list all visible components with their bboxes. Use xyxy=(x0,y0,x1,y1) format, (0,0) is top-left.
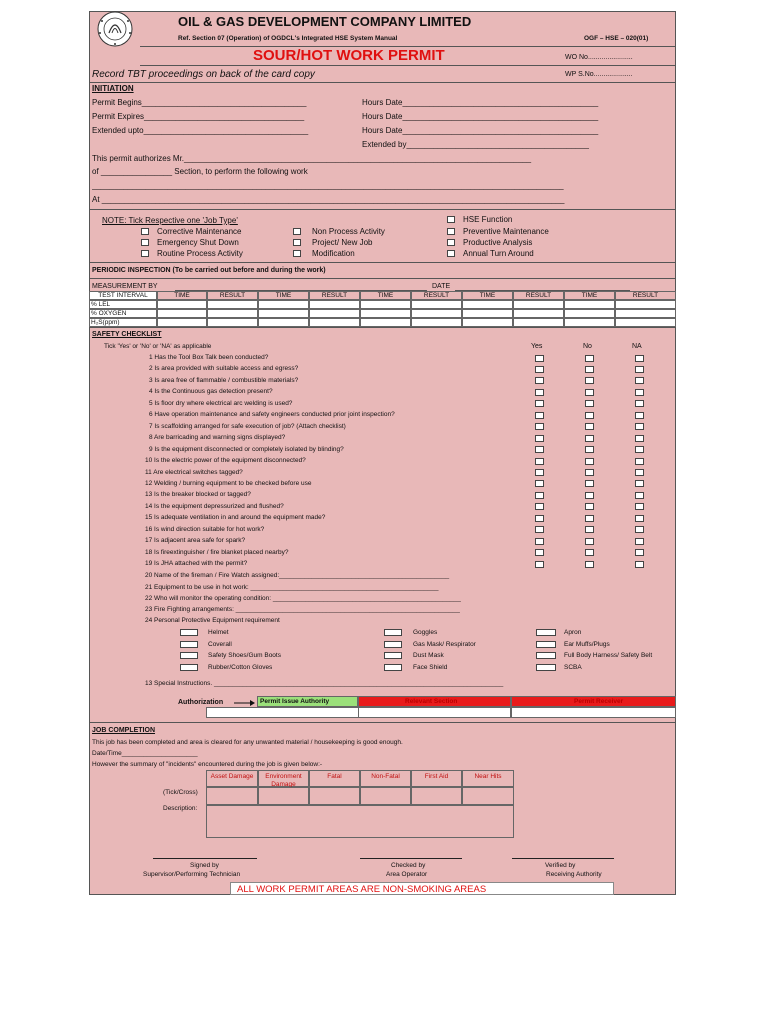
periodic-value-cell[interactable] xyxy=(258,300,309,309)
checklist-na-checkbox[interactable] xyxy=(635,355,644,362)
periodic-value-cell[interactable] xyxy=(411,300,462,309)
ppe-checkbox[interactable] xyxy=(384,664,402,671)
incident-header-cell: Asset Damage xyxy=(206,770,258,787)
relevant-section-header: Relevant Section xyxy=(358,696,511,707)
special-instructions-field[interactable]: 13 Special Instructions. ________________________________________________________________________________ xyxy=(145,680,504,687)
periodic-value-cell[interactable] xyxy=(564,318,615,327)
periodic-heading: PERIODIC INSPECTION (To be carried out before and during the work) xyxy=(92,267,326,274)
checkbox-productive[interactable] xyxy=(447,239,455,246)
job-type-label: Routine Process Activity xyxy=(157,249,243,258)
checklist-item: 4 Is the Continuous gas detection present? xyxy=(149,388,273,396)
ppe-label: Coverall xyxy=(208,640,232,648)
periodic-value-cell[interactable] xyxy=(564,300,615,309)
ppe-label: Ear Muffs/Plugs xyxy=(564,640,610,648)
periodic-value-cell[interactable] xyxy=(513,309,564,318)
checklist-na-checkbox[interactable] xyxy=(635,423,644,430)
checklist-na-checkbox[interactable] xyxy=(635,469,644,476)
checklist-no-checkbox[interactable] xyxy=(585,480,594,487)
date-label: DATE xyxy=(432,283,451,290)
yes-column-label: Yes xyxy=(531,343,543,350)
periodic-header-cell: RESULT xyxy=(207,291,258,300)
periodic-value-cell[interactable] xyxy=(157,318,207,327)
checklist-na-checkbox[interactable] xyxy=(635,366,644,373)
periodic-header-cell: TIME xyxy=(462,291,513,300)
checklist-no-checkbox[interactable] xyxy=(585,377,594,384)
checklist-item: 12 Welding / burning equipment to be checked before use xyxy=(145,479,312,487)
checklist-no-checkbox[interactable] xyxy=(585,526,594,533)
ppe-checkbox[interactable] xyxy=(180,641,198,648)
incident-tick-cell[interactable] xyxy=(309,787,360,805)
periodic-row-label: % LEL xyxy=(89,300,157,309)
ppe-checkbox[interactable] xyxy=(384,629,402,636)
checklist-no-checkbox[interactable] xyxy=(585,515,594,522)
location-field[interactable]: At ________________________________________________________________________________________________________ xyxy=(92,195,565,204)
checkbox-routine[interactable] xyxy=(141,250,149,257)
checklist-item: 13 Is the breaker blocked or tagged? xyxy=(145,491,251,499)
periodic-value-cell[interactable] xyxy=(462,309,513,318)
periodic-value-cell[interactable] xyxy=(615,318,676,327)
description-label: Description: xyxy=(163,805,198,812)
checklist-na-checkbox[interactable] xyxy=(635,480,644,487)
incident-header-cell: Near Hits xyxy=(462,770,514,787)
checklist-item: 14 Is the equipment depressurized and flushed? xyxy=(145,502,284,510)
checkbox-non-process[interactable] xyxy=(293,228,301,235)
periodic-header-cell: TIME xyxy=(258,291,309,300)
ppe-checkbox[interactable] xyxy=(536,641,556,648)
checkbox-emergency[interactable] xyxy=(141,239,149,246)
periodic-header-cell: TIME xyxy=(564,291,615,300)
periodic-value-cell[interactable] xyxy=(207,309,258,318)
checklist-yes-checkbox[interactable] xyxy=(535,458,544,465)
periodic-value-cell[interactable] xyxy=(207,318,258,327)
incident-tick-cell[interactable] xyxy=(411,787,462,805)
equipment-field[interactable]: 21 Equipment to be use in hot work: ____________________________________________________ xyxy=(145,584,439,591)
periodic-value-cell[interactable] xyxy=(411,318,462,327)
ppe-label: Safety Shoes/Gum Boots xyxy=(208,652,281,659)
permit-begins-field[interactable]: Permit Begins_____________________________________ xyxy=(92,98,307,107)
wo-number: WO No....................... xyxy=(565,54,633,61)
checklist-no-checkbox[interactable] xyxy=(585,400,594,407)
hours-date-field-2[interactable]: Hours Date____________________________________________ xyxy=(362,112,599,121)
permit-issue-authority-header: Permit Issue Authority xyxy=(257,696,358,707)
periodic-value-cell[interactable] xyxy=(207,300,258,309)
checklist-yes-checkbox[interactable] xyxy=(535,503,544,510)
checklist-na-checkbox[interactable] xyxy=(635,412,644,419)
checklist-yes-checkbox[interactable] xyxy=(535,412,544,419)
checklist-item: 10 Is the electric power of the equipment disconnected? xyxy=(145,457,306,465)
wp-number: WP S.No.................... xyxy=(565,71,633,78)
checklist-yes-checkbox[interactable] xyxy=(535,377,544,384)
periodic-value-cell[interactable] xyxy=(513,318,564,327)
ogdcl-logo xyxy=(90,11,140,47)
ppe-checkbox[interactable] xyxy=(180,652,198,659)
checklist-item: 7 Is scaffolding arranged for safe execution of job? (Attach checklist) xyxy=(149,422,346,430)
job-type-label: Productive Analysis xyxy=(463,238,533,247)
checked-by-label: Checked by xyxy=(391,862,426,869)
job-type-note: NOTE: Tick Respective one 'Job Type' xyxy=(102,216,238,225)
checklist-na-checkbox[interactable] xyxy=(635,515,644,522)
checklist-item: 5 Is floor dry where electrical arc welding is used? xyxy=(149,399,293,407)
initiation-heading: INITIATION xyxy=(92,84,134,93)
ppe-label: Face Shield xyxy=(413,663,448,671)
checklist-yes-checkbox[interactable] xyxy=(535,515,544,522)
checklist-yes-checkbox[interactable] xyxy=(535,480,544,487)
checklist-na-checkbox[interactable] xyxy=(635,458,644,465)
ppe-label: Rubber/Cotton Gloves xyxy=(208,663,273,671)
checklist-no-checkbox[interactable] xyxy=(585,458,594,465)
na-column-label: NA xyxy=(632,343,642,350)
ppe-checkbox[interactable] xyxy=(536,664,556,671)
checklist-yes-checkbox[interactable] xyxy=(535,355,544,362)
ppe-heading: 24 Personal Protective Equipment requirement xyxy=(145,617,280,624)
checklist-no-checkbox[interactable] xyxy=(585,446,594,453)
checklist-yes-checkbox[interactable] xyxy=(535,366,544,373)
company-name: OIL & GAS DEVELOPMENT COMPANY LIMITED xyxy=(178,14,472,29)
section-field[interactable]: of ________________ Section, to perform the following work xyxy=(92,167,308,176)
checklist-item: 9 Is the equipment disconnected or completely isolated by blinding? xyxy=(149,445,344,453)
checklist-yes-checkbox[interactable] xyxy=(535,423,544,430)
tick-cross-label: (Tick/Cross) xyxy=(163,789,198,796)
job-type-label: Annual Turn Around xyxy=(463,249,534,258)
checklist-item: 11 Are electrical switches tagged? xyxy=(145,468,243,476)
incident-tick-cell[interactable] xyxy=(462,787,514,805)
checklist-yes-checkbox[interactable] xyxy=(535,538,544,545)
checklist-yes-checkbox[interactable] xyxy=(535,446,544,453)
description-cell[interactable] xyxy=(206,805,514,838)
periodic-header-cell: RESULT xyxy=(513,291,564,300)
incident-header-cell: First Aid xyxy=(411,770,462,787)
extended-upto-field[interactable]: Extended upto_____________________________________ xyxy=(92,126,309,135)
fireman-field[interactable]: 20 Name of the fireman / Fire Watch assigned:_______________________________________________ xyxy=(145,572,450,579)
checklist-no-checkbox[interactable] xyxy=(585,412,594,419)
periodic-value-cell[interactable] xyxy=(258,318,309,327)
incident-header-cell: Fatal xyxy=(309,770,360,787)
completion-statement: This job has been completed and area is cleared for any unwanted material / housekeeping is good enough. xyxy=(92,739,403,746)
permit-title: SOUR/HOT WORK PERMIT xyxy=(253,47,445,64)
periodic-header-cell: TIME xyxy=(157,291,207,300)
incident-header-cell: Non-Fatal xyxy=(360,770,411,787)
authorizes-field[interactable]: This permit authorizes Mr.______________________________________________________________________________ xyxy=(92,154,532,163)
job-completion-heading: JOB COMPLETION xyxy=(92,727,156,734)
checklist-yes-checkbox[interactable] xyxy=(535,400,544,407)
incident-summary-text: However the summary of "incidents" encountered during the job is given below:- xyxy=(92,761,323,768)
checklist-yes-checkbox[interactable] xyxy=(535,492,544,499)
checklist-item: 6 Have operation maintenance and safety engineers conducted prior joint inspection? xyxy=(149,411,395,419)
checklist-na-checkbox[interactable] xyxy=(635,538,644,545)
incident-header-cell: Environment Damage xyxy=(258,770,309,787)
firefighting-field[interactable]: 23 Fire Fighting arrangements: ______________________________________________________________ xyxy=(145,606,460,613)
checkbox-corrective[interactable] xyxy=(141,228,149,235)
verified-by-label: Verified by xyxy=(545,862,576,869)
periodic-row-label: H₂S(ppm) xyxy=(89,318,157,327)
incident-table xyxy=(206,770,514,838)
checklist-no-checkbox[interactable] xyxy=(585,435,594,442)
checklist-item: 1 Has the Tool Box Talk been conducted? xyxy=(149,354,269,361)
checkbox-preventive[interactable] xyxy=(447,228,455,235)
checkbox-turnaround[interactable] xyxy=(447,250,455,257)
checklist-na-checkbox[interactable] xyxy=(635,503,644,510)
supervisor-label: Supervisor/Performing Technician xyxy=(143,871,241,878)
checklist-no-checkbox[interactable] xyxy=(585,366,594,373)
ppe-label: Apron xyxy=(564,629,582,636)
checklist-na-checkbox[interactable] xyxy=(635,492,644,499)
ppe-checkbox[interactable] xyxy=(536,629,556,636)
ppe-checkbox[interactable] xyxy=(536,652,556,659)
checklist-yes-checkbox[interactable] xyxy=(535,389,544,396)
periodic-value-cell[interactable] xyxy=(309,309,360,318)
periodic-value-cell[interactable] xyxy=(360,300,411,309)
periodic-header-cell: RESULT xyxy=(615,291,676,300)
safety-instruction: Tick 'Yes' or 'No' or 'NA' as applicable xyxy=(104,343,212,350)
checklist-no-checkbox[interactable] xyxy=(585,469,594,476)
periodic-value-cell[interactable] xyxy=(309,300,360,309)
ppe-checkbox[interactable] xyxy=(384,652,402,659)
completion-datetime-field[interactable]: Date/Time_____________________ xyxy=(92,750,198,757)
periodic-header-cell: RESULT xyxy=(309,291,360,300)
area-operator-label: Area Operator xyxy=(386,871,428,878)
ppe-label: Helmet xyxy=(208,629,229,636)
hours-date-field-1[interactable]: Hours Date____________________________________________ xyxy=(362,98,599,107)
job-type-label: Preventive Maintenance xyxy=(463,227,549,236)
ppe-checkbox[interactable] xyxy=(180,664,198,671)
checklist-item: 8 Are barricading and warning signs displayed? xyxy=(149,434,286,442)
checklist-na-checkbox[interactable] xyxy=(635,526,644,533)
measurement-by-label: MEASUREMENT BY xyxy=(92,283,158,290)
periodic-value-cell[interactable] xyxy=(615,309,676,318)
periodic-inspection-table xyxy=(89,291,676,326)
checklist-no-checkbox[interactable] xyxy=(585,503,594,510)
manual-reference: Ref. Section 07 (Operation) of OGDCL's Integrated HSE System Manual xyxy=(178,35,398,42)
permit-receiver-header: Permit Receiver xyxy=(511,696,676,707)
checkbox-hse[interactable] xyxy=(447,216,455,223)
periodic-value-cell[interactable] xyxy=(258,309,309,318)
periodic-value-cell[interactable] xyxy=(309,318,360,327)
ppe-checkbox[interactable] xyxy=(384,641,402,648)
ppe-label: SCBA xyxy=(564,663,582,671)
checkbox-project[interactable] xyxy=(293,239,301,246)
checklist-yes-checkbox[interactable] xyxy=(535,435,544,442)
job-type-label: Non Process Activity xyxy=(312,227,385,236)
checklist-na-checkbox[interactable] xyxy=(635,446,644,453)
checklist-item: 18 Is fireextinguisher / fire blanket placed nearby? xyxy=(145,548,289,556)
permit-expires-field[interactable]: Permit Expires____________________________________ xyxy=(92,112,305,121)
signed-by-label: Signed by xyxy=(190,862,219,869)
checklist-no-checkbox[interactable] xyxy=(585,561,594,568)
form-code: OGF – HSE – 020(01) xyxy=(584,35,649,42)
checklist-yes-checkbox[interactable] xyxy=(535,526,544,533)
no-column-label: No xyxy=(583,343,592,350)
receiving-authority-label: Receiving Authority xyxy=(546,871,602,878)
ppe-label: Gas Mask/ Respirator xyxy=(413,640,476,648)
work-description-line[interactable]: __________________________________________________________________________________________________________ xyxy=(92,181,564,190)
periodic-header-cell: TIME xyxy=(360,291,411,300)
periodic-value-cell[interactable] xyxy=(615,300,676,309)
issue-authority-sign-cell[interactable] xyxy=(206,707,359,718)
periodic-value-cell[interactable] xyxy=(157,309,207,318)
permit-receiver-sign-cell[interactable] xyxy=(511,707,676,718)
checklist-na-checkbox[interactable] xyxy=(635,435,644,442)
checklist-yes-checkbox[interactable] xyxy=(535,469,544,476)
checklist-na-checkbox[interactable] xyxy=(635,561,644,568)
incident-tick-cell[interactable] xyxy=(360,787,411,805)
ppe-label: Dust Mask xyxy=(413,652,444,659)
non-smoking-banner: ALL WORK PERMIT AREAS ARE NON-SMOKING AREAS xyxy=(230,882,614,895)
periodic-value-cell[interactable] xyxy=(157,300,207,309)
checklist-yes-checkbox[interactable] xyxy=(535,549,544,556)
checklist-no-checkbox[interactable] xyxy=(585,423,594,430)
ppe-label: Full Body Harness/ Safety Belt xyxy=(564,652,653,659)
monitor-field[interactable]: 22 Who will monitor the operating condition: ____________________________________________________ xyxy=(145,595,461,602)
job-type-label: HSE Function xyxy=(463,215,513,224)
periodic-header-cell: TEST INTERVAL xyxy=(89,291,157,300)
periodic-value-cell[interactable] xyxy=(462,300,513,309)
extended-by-field[interactable]: Extended by_________________________________________ xyxy=(362,140,589,149)
checklist-yes-checkbox[interactable] xyxy=(535,561,544,568)
checklist-no-checkbox[interactable] xyxy=(585,549,594,556)
incident-tick-cell[interactable] xyxy=(258,787,309,805)
checklist-no-checkbox[interactable] xyxy=(585,492,594,499)
periodic-row-label: % OXYGEN xyxy=(89,309,157,318)
job-type-label: Corrective Maintenance xyxy=(157,227,242,236)
checklist-item: 16 Is wind direction suitable for hot work? xyxy=(145,525,265,533)
ppe-checkbox[interactable] xyxy=(180,629,198,636)
job-type-label: Project/ New Job xyxy=(312,238,373,247)
periodic-value-cell[interactable] xyxy=(360,318,411,327)
arrow-right-icon xyxy=(234,699,256,707)
checklist-no-checkbox[interactable] xyxy=(585,538,594,545)
tbt-note: Record TBT proceedings on back of the card copy xyxy=(92,69,315,80)
relevant-section-sign-cell[interactable] xyxy=(358,707,511,718)
checklist-na-checkbox[interactable] xyxy=(635,549,644,556)
periodic-value-cell[interactable] xyxy=(411,309,462,318)
job-type-label: Emergency Shut Down xyxy=(157,238,239,247)
checkbox-modification[interactable] xyxy=(293,250,301,257)
incident-tick-cell[interactable] xyxy=(206,787,258,805)
checklist-item: 3 Is area free of flammable / combustible materials? xyxy=(149,376,299,384)
job-type-label: Modification xyxy=(312,249,355,258)
periodic-value-cell[interactable] xyxy=(513,300,564,309)
ppe-label: Goggles xyxy=(413,629,438,636)
checklist-no-checkbox[interactable] xyxy=(585,389,594,396)
checklist-item: 2 Is area provided with suitable access and egress? xyxy=(149,365,299,373)
checklist-item: 17 Is adjacent area safe for spark? xyxy=(145,537,246,545)
periodic-value-cell[interactable] xyxy=(564,309,615,318)
periodic-value-cell[interactable] xyxy=(360,309,411,318)
checklist-item: 15 Is adequate ventilation in and around the equipment made? xyxy=(145,514,326,522)
checklist-na-checkbox[interactable] xyxy=(635,400,644,407)
authorization-label: Authorization xyxy=(178,699,224,706)
checklist-no-checkbox[interactable] xyxy=(585,355,594,362)
hours-date-field-3[interactable]: Hours Date____________________________________________ xyxy=(362,126,599,135)
safety-heading: SAFETY CHECKLIST xyxy=(92,331,162,338)
checklist-na-checkbox[interactable] xyxy=(635,377,644,384)
periodic-header-cell: RESULT xyxy=(411,291,462,300)
checklist-item: 19 Is JHA attached with the permit? xyxy=(145,560,248,568)
checklist-na-checkbox[interactable] xyxy=(635,389,644,396)
periodic-value-cell[interactable] xyxy=(462,318,513,327)
